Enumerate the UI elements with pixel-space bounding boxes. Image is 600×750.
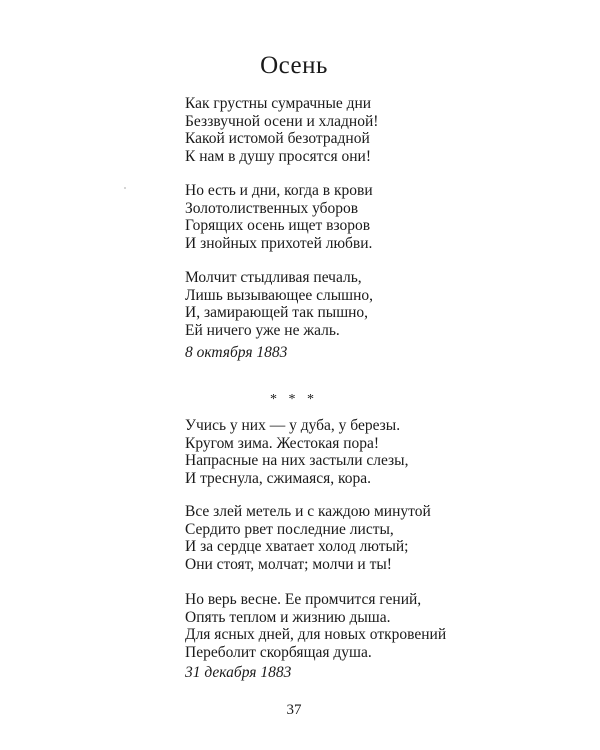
poem-line: Сердито рвет последние листы, [185, 520, 394, 538]
poem1-date: 8 октября 1883 [185, 344, 288, 361]
poem1-stanza-2 [185, 182, 475, 252]
poem2-stanza-3 [185, 591, 475, 661]
poem-line: И знойных прихотей любви. [185, 234, 373, 252]
poem-line: Для ясных дней, для новых откровений [185, 626, 447, 643]
scan-speck [124, 187, 126, 189]
poem-line: Кругом зима. Жестокая пора! [185, 434, 380, 452]
poem-line: Как грустны сумрачные дни [185, 95, 372, 112]
poem-title: Осень [260, 52, 328, 79]
poem-line: Все злей метель и с каждою минутой [185, 503, 431, 520]
poem2-stanza-2 [185, 503, 475, 573]
poem-line: Золотолиственных уборов [185, 199, 359, 217]
poem-line: Молчит стыдливая печаль, [185, 269, 362, 286]
poem-line: И треснула, сжимаяся, кора. [185, 469, 372, 487]
page-number: 37 [286, 702, 302, 718]
poem-line: Какой истомой безотрадной [185, 130, 370, 147]
poem2-date: 31 декабря 1883 [185, 664, 292, 681]
poem-line: Напрасные на них застыли слезы, [185, 452, 409, 469]
poem-line: И за сердце хватает холод лютый; [185, 538, 409, 555]
poem-line: Беззвучной осени и хладной! [185, 112, 379, 130]
poem-line: Но есть и дни, когда в крови [185, 182, 373, 199]
poem-line: Ей ничего уже не жаль. [185, 321, 340, 339]
poem-line: Горящих осень ищет взоров [185, 217, 371, 234]
poem-line: Учись у них — у дуба, у березы. [185, 417, 401, 434]
poem-line: К нам в душу просятся они! [185, 147, 371, 165]
poem-line: Переболит скорбящая душа. [185, 643, 372, 661]
poem-line: И, замирающей так пышно, [185, 304, 369, 321]
poem-line: Но верь весне. Ее промчится гений, [185, 591, 422, 608]
poem-line: Опять теплом и жизнию дыша. [185, 608, 391, 626]
poem-line: Лишь вызывающее слышно, [185, 286, 373, 304]
poem1-stanza-1 [185, 95, 475, 165]
poem2-stanza-1 [185, 417, 475, 487]
poem1-stanza-3 [185, 269, 475, 339]
section-separator: * * * [270, 392, 318, 407]
poem-line: Они стоят, молчат; молчи и ты! [185, 555, 392, 573]
